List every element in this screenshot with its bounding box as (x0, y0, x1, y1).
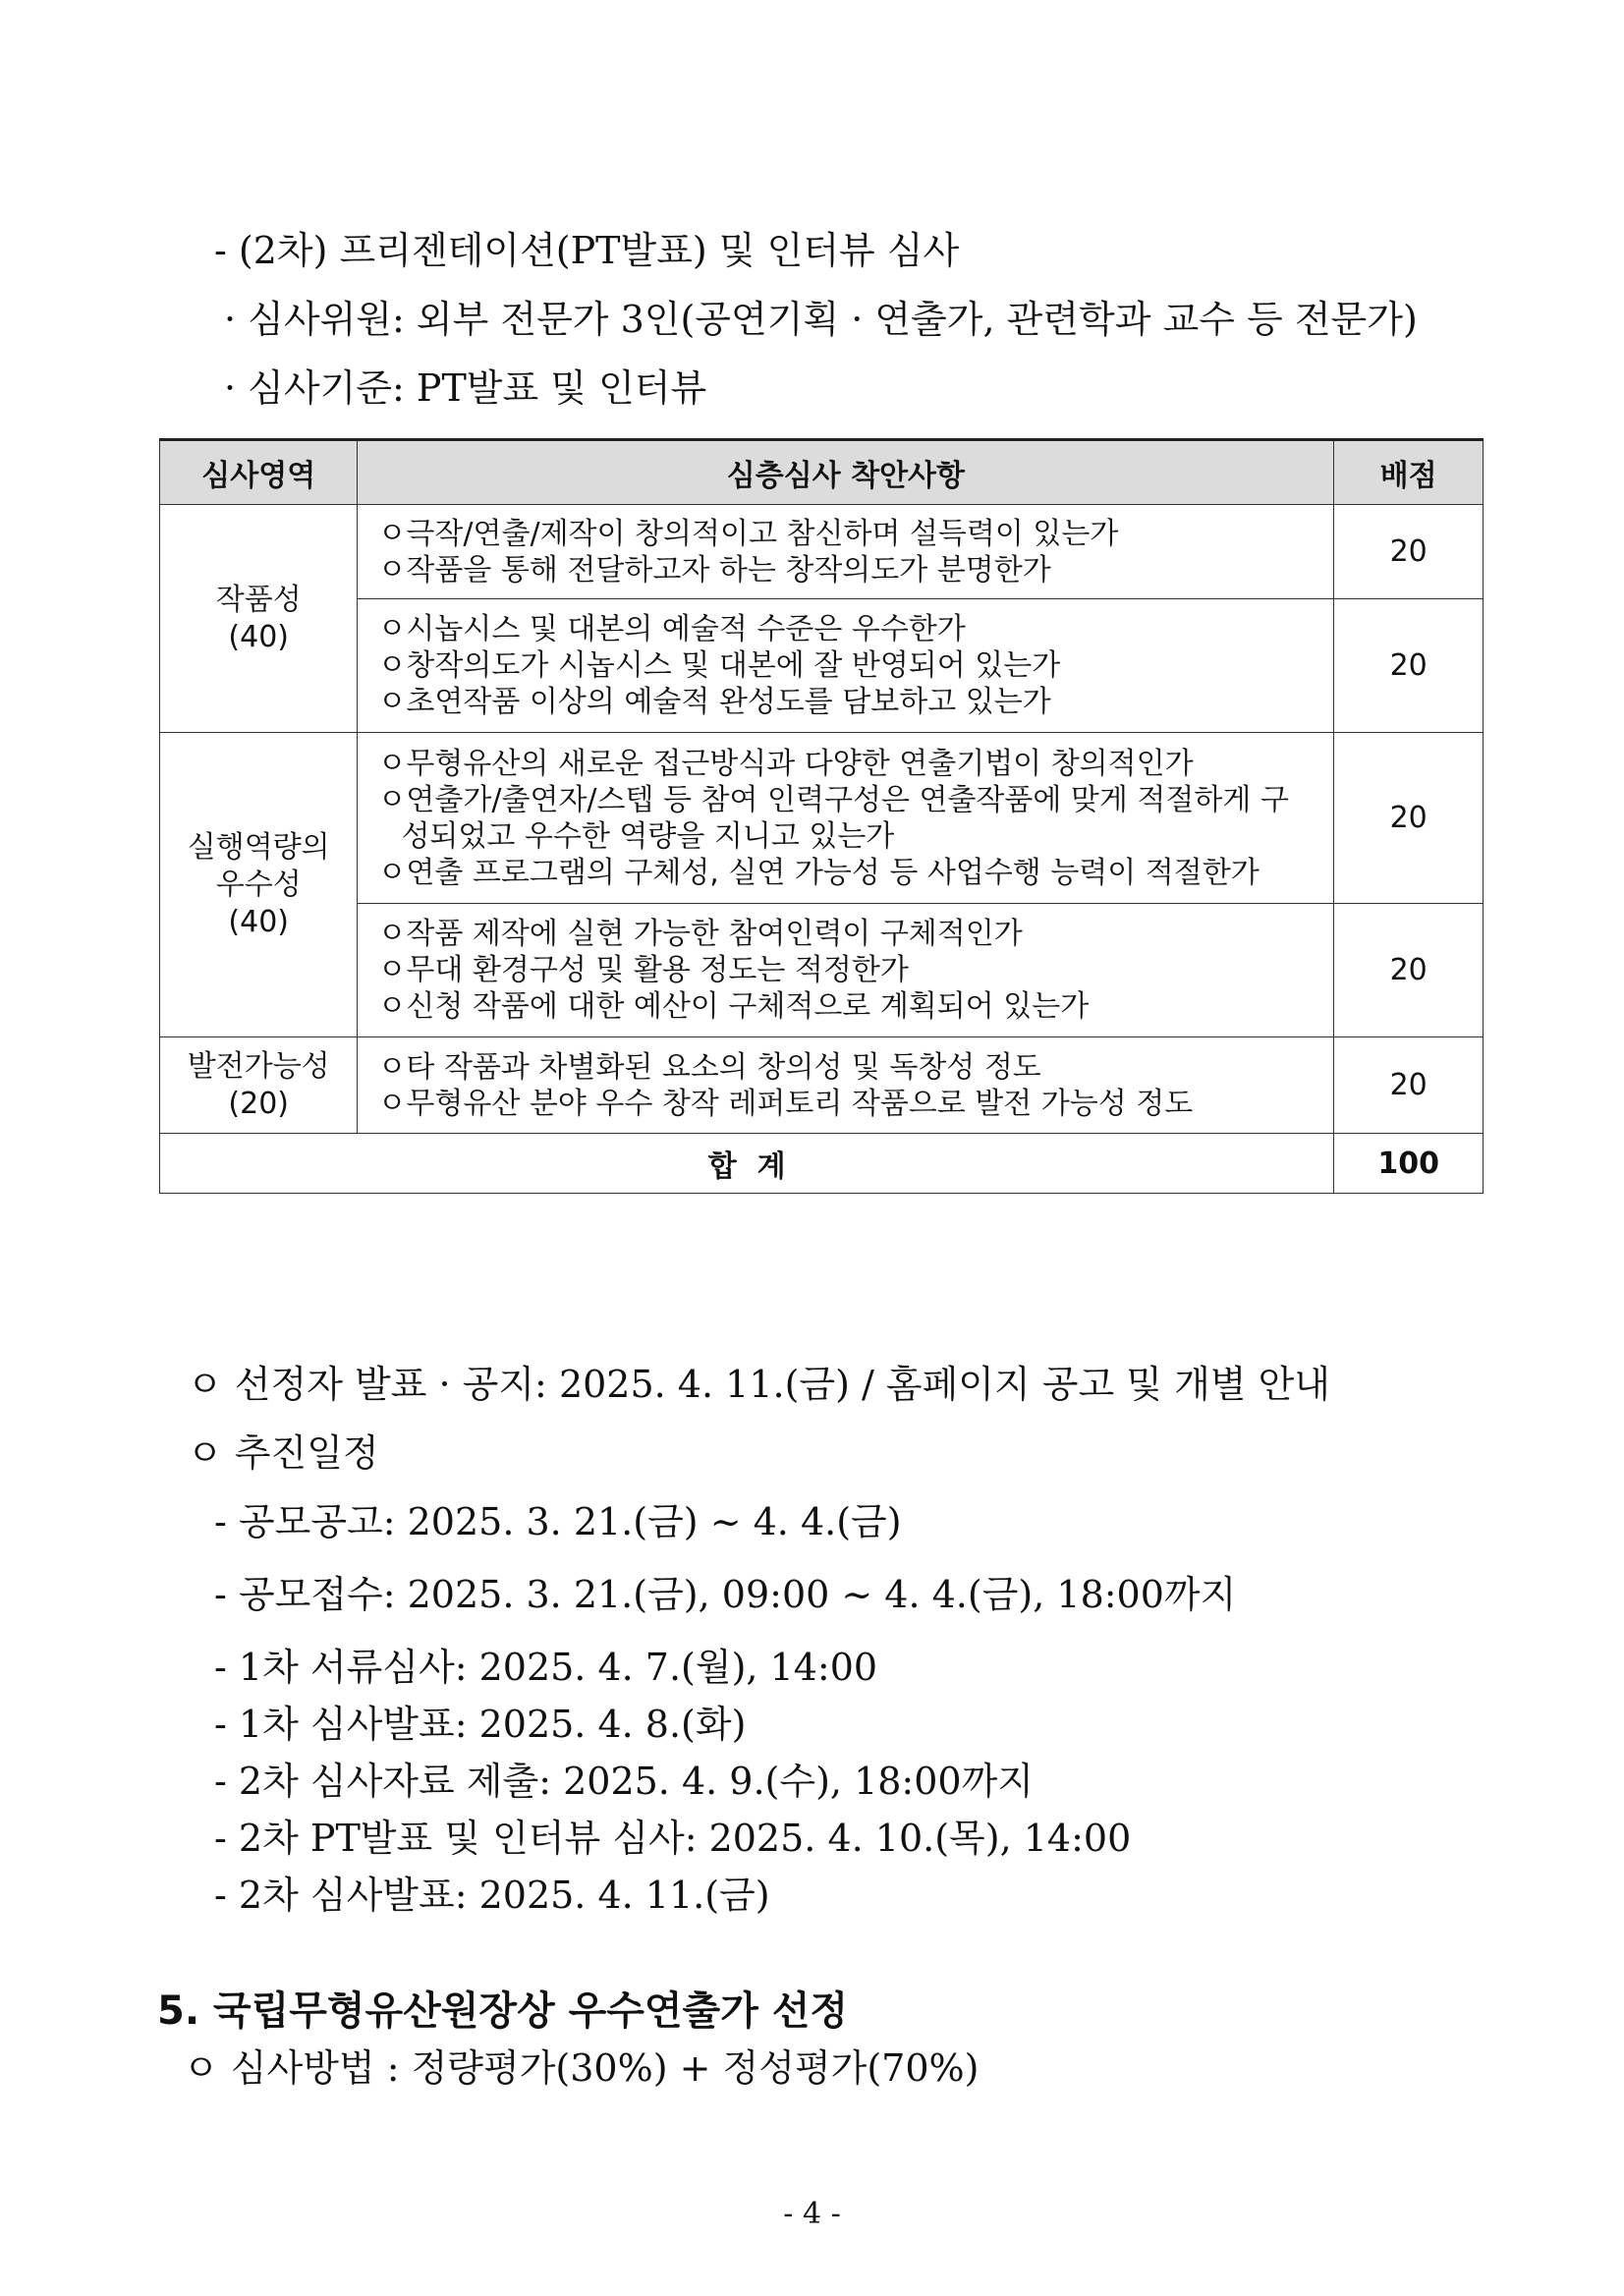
criteria-item: ㅇ무대 환경구성 및 활용 정도는 적정한가 (377, 953, 909, 987)
area-cell (160, 733, 358, 1037)
stage2-criteria: · 심사기준: PT발표 및 인터뷰 (224, 366, 707, 410)
total-score: 100 (1334, 1134, 1484, 1194)
area-points: (40) (228, 904, 290, 939)
table-row (160, 505, 1484, 599)
area-label: 실행역량의 (187, 829, 330, 865)
total-label: 합 계 (160, 1134, 1334, 1194)
stage2-judges: · 심사위원: 외부 전문가 3인(공연기획 · 연출가, 관련학과 교수 등 전문가) (224, 298, 1418, 341)
score-cell: 20 (1334, 599, 1484, 733)
criteria-cell (358, 505, 1334, 599)
score-cell: 20 (1334, 505, 1484, 599)
criteria-item: ㅇ시놉시스 및 대본의 예술적 수준은 우수한가 (377, 612, 966, 646)
table-header-row (160, 440, 1484, 505)
table-row (160, 1037, 1484, 1134)
criteria-item: ㅇ무형유산 분야 우수 창작 레퍼토리 작품으로 발전 가능성 정도 (377, 1086, 1194, 1121)
schedule-item: - 1차 서류심사: 2025. 4. 7.(월), 14:00 (214, 1646, 878, 1689)
criteria-item: ㅇ무형유산의 새로운 접근방식과 다양한 연출기법이 창의적인가 (377, 746, 1194, 781)
evaluation-table (159, 438, 1484, 1194)
table-row (160, 599, 1484, 733)
header-score: 배점 (1334, 440, 1484, 505)
schedule-item: - 2차 심사자료 제출: 2025. 4. 9.(수), 18:00까지 (214, 1760, 1034, 1803)
stage2-title: - (2차) 프리젠테이션(PT발표) 및 인터뷰 심사 (214, 229, 960, 272)
criteria-item: ㅇ작품을 통해 전달하고자 하는 창작의도가 분명한가 (377, 552, 1051, 588)
area-points: (40) (228, 619, 290, 654)
section5-method: ㅇ 심사방법 : 정량평가(30%) + 정성평가(70%) (183, 2046, 980, 2090)
schedule-item: - 1차 심사발표: 2025. 4. 8.(화) (214, 1703, 747, 1746)
criteria-cell (358, 904, 1334, 1037)
header-criteria: 심층심사 착안사항 (358, 440, 1334, 505)
criteria-item: ㅇ창작의도가 시놉시스 및 대본에 잘 반영되어 있는가 (377, 648, 1061, 683)
area-points: (20) (228, 1086, 290, 1121)
criteria-item-continued: 성되었고 우수한 역량을 지니고 있는가 (401, 818, 895, 854)
total-row (160, 1134, 1484, 1194)
announce-line: ㅇ 선정자 발표 · 공지: 2025. 4. 11.(금) / 홈페이지 공고 및 개별 안내 (187, 1363, 1330, 1406)
area-label: 우수성 (215, 867, 302, 902)
criteria-cell (358, 599, 1334, 733)
page-number: - 4 - (783, 2197, 841, 2231)
criteria-item: ㅇ극작/연출/제작이 창의적이고 참신하며 설득력이 있는가 (377, 516, 1119, 551)
score-cell: 20 (1334, 733, 1484, 904)
schedule-item: - 공모공고: 2025. 3. 21.(금) ~ 4. 4.(금) (214, 1500, 902, 1543)
criteria-item: ㅇ신청 작품에 대한 예산이 구체적으로 계획되어 있는가 (377, 989, 1090, 1024)
area-label: 작품성 (215, 582, 302, 617)
criteria-cell (358, 733, 1334, 904)
area-cell (160, 505, 358, 733)
section5-title: 5. 국립무형유산원장상 우수연출가 선정 (157, 1988, 849, 2034)
schedule-item: - 2차 PT발표 및 인터뷰 심사: 2025. 4. 10.(목), 14:00 (214, 1817, 1132, 1860)
score-cell: 20 (1334, 1037, 1484, 1134)
criteria-item: ㅇ타 작품과 차별화된 요소의 창의성 및 독창성 정도 (377, 1049, 1041, 1085)
schedule-title: ㅇ 추진일정 (187, 1431, 379, 1475)
area-label: 발전가능성 (187, 1048, 330, 1084)
schedule-item: - 2차 심사발표: 2025. 4. 11.(금) (214, 1874, 770, 1917)
table-row (160, 733, 1484, 904)
criteria-item: ㅇ연출 프로그램의 구체성, 실연 가능성 등 사업수행 능력이 적절한가 (377, 855, 1260, 890)
area-cell (160, 1037, 358, 1134)
criteria-item: ㅇ초연작품 이상의 예술적 완성도를 담보하고 있는가 (377, 685, 1051, 719)
criteria-cell (358, 1037, 1334, 1134)
criteria-item: ㅇ작품 제작에 실현 가능한 참여인력이 구체적인가 (377, 917, 1023, 951)
score-cell: 20 (1334, 904, 1484, 1037)
schedule-item: - 공모접수: 2025. 3. 21.(금), 09:00 ~ 4. 4.(금), 18:00까지 (214, 1573, 1237, 1616)
header-area: 심사영역 (160, 440, 358, 505)
table-row (160, 904, 1484, 1037)
criteria-item: ㅇ연출가/출연자/스텝 등 참여 인력구성은 연출작품에 맞게 적절하게 구 (377, 782, 1289, 817)
